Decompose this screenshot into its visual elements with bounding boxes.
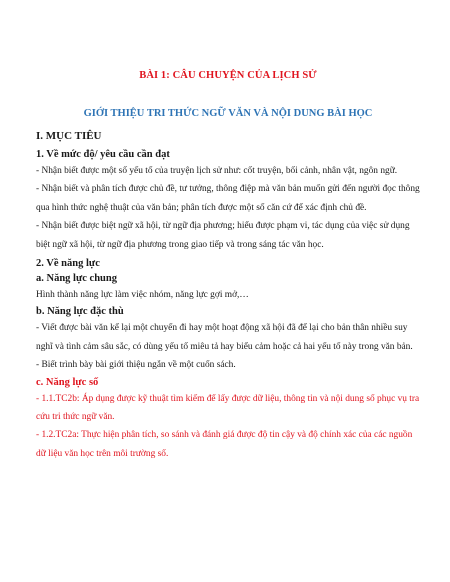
section-heading-objectives: I. MỤC TIÊU bbox=[36, 130, 102, 142]
general-competency-text: Hình thành năng lực làm việc nhóm, năng lực gợi mở,… bbox=[36, 290, 249, 301]
heading-digital-competency: c. Năng lực số bbox=[36, 376, 99, 388]
heading-general-competency: a. Năng lực chung bbox=[36, 273, 117, 285]
subsection-heading-requirements: 1. Về mức độ/ yêu cầu cần đạt bbox=[36, 149, 170, 160]
lesson-title: BÀI 1: CÂU CHUYỆN CỦA LỊCH SỬ bbox=[139, 70, 317, 81]
subsection-heading-competencies: 2. Về năng lực bbox=[36, 258, 100, 270]
requirement-item: - Nhận biết được một số yếu tố của truyện lịch sử như: cốt truyện, bối cảnh, nhân vật, ngôn ngữ. bbox=[36, 166, 398, 176]
digital-competency-item: - 1.2.TC2a: Thực hiện phân tích, so sánh và đánh giá được độ tin cậy và độ chính xác của các nguồn dữ liệu văn học trên môi trường số. bbox=[36, 430, 413, 459]
specific-competency-item: - Biết trình bày bài giới thiệu ngắn về một cuốn sách. bbox=[36, 360, 236, 371]
lesson-subtitle: GIỚI THIỆU TRI THỨC NGỮ VĂN VÀ NỘI DUNG BÀI HỌC bbox=[83, 108, 373, 119]
digital-competency-item: - 1.1.TC2b: Áp dụng được kỹ thuật tìm kiếm để lấy được dữ liệu, thông tin và nội dung số phục vụ tra cứu tri thức ngữ văn. bbox=[36, 393, 420, 423]
heading-specific-competency: b. Năng lực đặc thù bbox=[36, 306, 124, 318]
requirement-item: - Nhận biết và phân tích được chủ đề, tư tưởng, thông điệp mà văn bản muốn gửi đến người đọc thông qua hình thức nghệ thuật của văn bản; phân tích được một số căn cứ để xác định chủ đề. bbox=[36, 184, 420, 213]
specific-competency-item: - Viết được bài văn kể lại một chuyến đi hay một hoạt động xã hội đã để lại cho bản thân nhiều suy nghĩ và tình cảm sâu sắc, có dùng yếu tố miêu tả hay biểu cảm hoặc cả hai yếu tố này trong văn bản. bbox=[36, 323, 413, 352]
requirement-item: - Nhận biết được biệt ngữ xã hội, từ ngữ địa phương; hiểu được phạm vi, tác dụng của việc sử dụng biệt ngữ xã hội, từ ngữ địa phương trong giao tiếp và trong sáng tác văn học. bbox=[36, 221, 410, 250]
